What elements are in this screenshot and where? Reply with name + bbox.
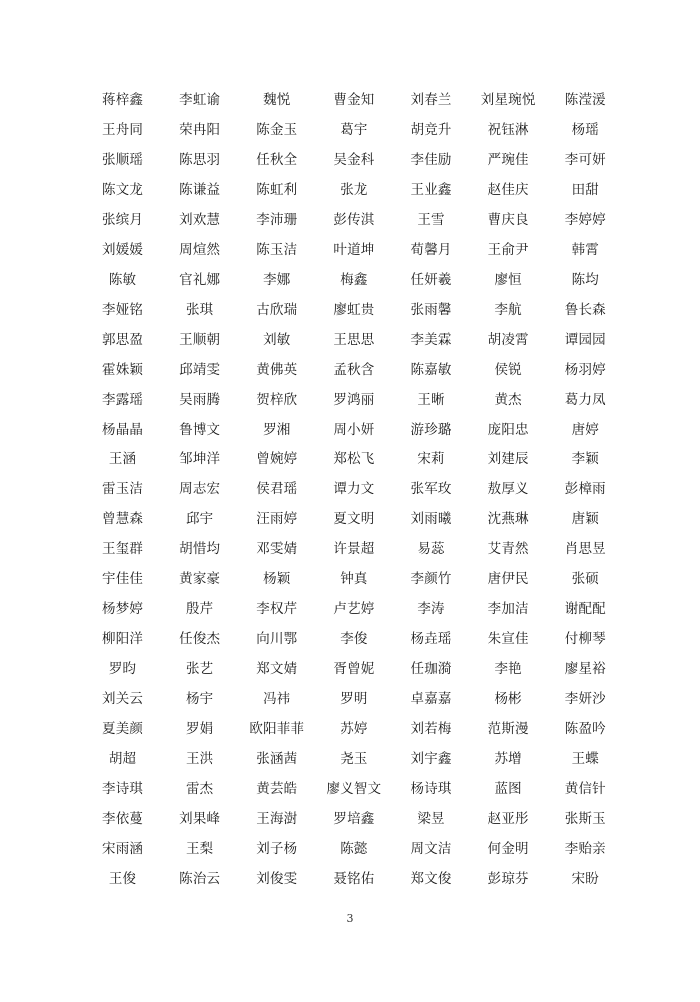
name-cell: 唐伊民 bbox=[487, 571, 529, 588]
name-cell: 王业鑫 bbox=[410, 182, 452, 199]
name-cell: 李依蔓 bbox=[102, 810, 144, 827]
name-cell: 夏美颜 bbox=[102, 720, 144, 737]
name-cell: 王玺群 bbox=[102, 541, 144, 558]
name-cell: 郑文婧 bbox=[256, 661, 298, 678]
name-cell: 郭思盈 bbox=[102, 331, 144, 348]
name-cell: 古欣瑞 bbox=[256, 301, 298, 318]
name-cell: 黄家豪 bbox=[179, 571, 221, 588]
name-cell: 黄信针 bbox=[564, 780, 606, 797]
name-cell: 李婷婷 bbox=[564, 211, 606, 228]
name-cell: 胡惜均 bbox=[179, 541, 221, 558]
name-cell: 廖虹贵 bbox=[333, 301, 375, 318]
name-cell: 孟秋含 bbox=[333, 361, 375, 378]
name-cell: 王洪 bbox=[185, 750, 214, 767]
name-cell: 唐婷 bbox=[571, 421, 600, 438]
name-cell: 卢艺婷 bbox=[333, 601, 375, 618]
name-cell: 周文洁 bbox=[410, 840, 452, 857]
name-cell: 陈盈吟 bbox=[564, 720, 606, 737]
name-cell: 卓嘉嘉 bbox=[410, 690, 452, 707]
name-cell: 苏婷 bbox=[340, 720, 368, 737]
name-cell: 周煊然 bbox=[179, 241, 221, 258]
name-cell: 李颖 bbox=[571, 451, 600, 468]
name-cell: 柳阳洋 bbox=[102, 631, 144, 648]
name-cell: 刘俊雯 bbox=[256, 870, 298, 887]
name-cell: 苏增 bbox=[494, 750, 522, 767]
name-cell: 李美霖 bbox=[410, 331, 452, 348]
name-cell: 谭园园 bbox=[564, 331, 606, 348]
name-cell: 李沛珊 bbox=[256, 211, 298, 228]
name-cell: 杨诗琪 bbox=[410, 780, 452, 797]
name-cell: 刘果峰 bbox=[179, 810, 221, 827]
name-cell: 胡超 bbox=[108, 750, 137, 767]
name-cell: 陈谦益 bbox=[179, 182, 221, 199]
name-cell: 叶道坤 bbox=[333, 241, 375, 258]
name-cell: 王舟同 bbox=[102, 122, 144, 139]
name-cell: 陈滢湲 bbox=[564, 92, 606, 109]
name-cell: 李颜竹 bbox=[410, 571, 452, 588]
name-cell: 邱靖雯 bbox=[179, 361, 221, 378]
name-cell: 王俊 bbox=[108, 870, 137, 887]
name-cell: 陈治云 bbox=[179, 870, 221, 887]
name-cell: 严琬佳 bbox=[487, 152, 529, 169]
name-cell: 周志宏 bbox=[179, 481, 221, 498]
name-cell: 聂铭佑 bbox=[333, 870, 375, 887]
name-cell: 魏悦 bbox=[263, 92, 291, 109]
name-cell: 张军玫 bbox=[410, 481, 452, 498]
name-cell: 刘关云 bbox=[102, 690, 144, 707]
name-cell: 陈嘉敏 bbox=[410, 361, 452, 378]
name-cell: 张硕 bbox=[571, 571, 600, 588]
name-cell: 钟真 bbox=[340, 571, 368, 588]
name-cell: 敖厚义 bbox=[487, 481, 529, 498]
name-cell: 刘若梅 bbox=[410, 720, 452, 737]
name-cell: 刘星琬悦 bbox=[480, 92, 536, 109]
name-cell: 刘子杨 bbox=[256, 840, 298, 857]
name-cell: 罗鸿丽 bbox=[333, 391, 375, 408]
name-cell: 胥曾妮 bbox=[333, 661, 375, 678]
name-cell: 李航 bbox=[494, 301, 522, 318]
name-cell: 张顺瑶 bbox=[102, 152, 144, 169]
name-cell: 杨晶晶 bbox=[102, 421, 144, 438]
name-cell: 周小妍 bbox=[333, 421, 375, 438]
name-cell: 殷芹 bbox=[185, 601, 214, 618]
name-cell: 杨宇 bbox=[185, 690, 214, 707]
name-cell: 祝钰淋 bbox=[487, 122, 529, 139]
name-cell: 任珈漪 bbox=[410, 661, 452, 678]
name-cell: 张龙 bbox=[340, 182, 368, 199]
name-cell: 侯锐 bbox=[494, 361, 522, 378]
name-cell: 付柳琴 bbox=[564, 631, 606, 648]
name-cell: 李妍沙 bbox=[564, 690, 606, 707]
name-cell: 罗湘 bbox=[263, 421, 291, 438]
name-cell: 游珍璐 bbox=[410, 421, 452, 438]
name-cell: 彭传淇 bbox=[333, 211, 375, 228]
name-cell: 曹庆良 bbox=[487, 211, 529, 228]
name-cell: 曾婉婷 bbox=[256, 451, 298, 468]
name-cell: 杨瑶 bbox=[571, 122, 600, 139]
name-cell: 霍姝颖 bbox=[102, 361, 144, 378]
name-cell: 李艳 bbox=[494, 661, 522, 678]
name-cell: 王海澍 bbox=[256, 810, 298, 827]
name-cell: 贺梓欣 bbox=[256, 391, 298, 408]
name-cell: 王晰 bbox=[417, 391, 445, 408]
name-cell: 刘建辰 bbox=[487, 451, 529, 468]
name-cell: 杨垚瑶 bbox=[410, 631, 452, 648]
name-cell: 朱宣佳 bbox=[487, 631, 529, 648]
name-cell: 杨颖 bbox=[263, 571, 291, 588]
name-cell: 张缤月 bbox=[102, 211, 144, 228]
name-cell: 廖义智文 bbox=[326, 780, 382, 797]
name-cell: 刘欢慧 bbox=[179, 211, 221, 228]
name-cell: 欧阳菲菲 bbox=[249, 720, 305, 737]
name-cell: 肖思昱 bbox=[564, 541, 606, 558]
name-cell: 田甜 bbox=[571, 182, 600, 199]
name-cell: 沈燕琳 bbox=[487, 511, 529, 528]
name-cell: 罗明 bbox=[340, 690, 368, 707]
name-cell: 王顺朝 bbox=[179, 331, 221, 348]
name-cell: 许景超 bbox=[333, 541, 375, 558]
name-cell: 唐颖 bbox=[571, 511, 600, 528]
name-cell: 吴金科 bbox=[333, 152, 375, 169]
name-cell: 雷杰 bbox=[185, 780, 214, 797]
name-cell: 张斯玉 bbox=[564, 810, 606, 827]
name-cell: 罗娟 bbox=[185, 720, 214, 737]
name-cell: 胡竞升 bbox=[410, 122, 452, 139]
name-cell: 荀馨月 bbox=[410, 241, 452, 258]
name-cell: 汪雨婷 bbox=[256, 511, 298, 528]
name-cell: 刘春兰 bbox=[410, 92, 452, 109]
name-cell: 邓雯婧 bbox=[256, 541, 298, 558]
name-cell: 陈思羽 bbox=[179, 152, 221, 169]
name-cell: 陈均 bbox=[571, 271, 600, 288]
name-cell: 向川鄂 bbox=[256, 631, 298, 648]
name-cell: 李权芹 bbox=[256, 601, 298, 618]
name-cell: 彭琼芬 bbox=[487, 870, 529, 887]
name-cell: 易蕊 bbox=[417, 541, 445, 558]
name-cell: 宋雨涵 bbox=[102, 840, 144, 857]
name-cell: 张艺 bbox=[185, 661, 214, 678]
name-cell: 宋莉 bbox=[417, 451, 445, 468]
name-cell: 陈敏 bbox=[108, 271, 137, 288]
name-cell: 陈懿 bbox=[340, 840, 368, 857]
name-cell: 张琪 bbox=[185, 301, 214, 318]
name-cell: 梁昱 bbox=[417, 810, 445, 827]
name-cell: 葛宇 bbox=[340, 122, 368, 139]
name-list-grid bbox=[84, 86, 624, 894]
name-cell: 李露瑶 bbox=[102, 391, 144, 408]
name-cell: 官礼娜 bbox=[179, 271, 221, 288]
name-cell: 张雨馨 bbox=[410, 301, 452, 318]
name-cell: 刘宇鑫 bbox=[410, 750, 452, 767]
name-cell: 王俞尹 bbox=[487, 241, 529, 258]
name-cell: 彭樟雨 bbox=[564, 481, 606, 498]
name-cell: 韩霄 bbox=[571, 241, 600, 258]
name-cell: 黄杰 bbox=[494, 391, 522, 408]
name-cell: 李俊 bbox=[340, 631, 368, 648]
name-cell: 陈文龙 bbox=[102, 182, 144, 199]
name-cell: 邹坤洋 bbox=[179, 451, 221, 468]
name-cell: 刘媛媛 bbox=[102, 241, 144, 258]
name-cell: 张涵茜 bbox=[256, 750, 298, 767]
name-cell: 雷玉洁 bbox=[102, 481, 144, 498]
name-cell: 李诗琪 bbox=[102, 780, 144, 797]
name-cell: 赵佳庆 bbox=[487, 182, 529, 199]
name-cell: 艾青然 bbox=[487, 541, 529, 558]
name-cell: 葛力凤 bbox=[564, 391, 606, 408]
name-cell: 杨彬 bbox=[494, 690, 522, 707]
name-cell: 任俊杰 bbox=[179, 631, 221, 648]
name-cell: 宇佳佳 bbox=[102, 571, 144, 588]
name-cell: 邱宇 bbox=[185, 511, 214, 528]
name-cell: 李涛 bbox=[417, 601, 445, 618]
name-cell: 侯君瑶 bbox=[256, 481, 298, 498]
name-cell: 王涵 bbox=[108, 451, 137, 468]
name-cell: 鲁博文 bbox=[179, 421, 221, 438]
name-cell: 梅鑫 bbox=[340, 271, 368, 288]
name-cell: 胡凌霄 bbox=[487, 331, 529, 348]
name-cell: 黄佛英 bbox=[256, 361, 298, 378]
name-cell: 谢配配 bbox=[564, 601, 606, 618]
name-cell: 李加洁 bbox=[487, 601, 529, 618]
name-cell: 李虹谕 bbox=[179, 92, 221, 109]
name-cell: 尧玉 bbox=[340, 750, 368, 767]
name-cell: 李娜 bbox=[263, 271, 291, 288]
name-cell: 李娅铭 bbox=[102, 301, 144, 318]
name-cell: 夏文明 bbox=[333, 511, 375, 528]
name-cell: 荣冉阳 bbox=[179, 122, 221, 139]
page-number: 3 bbox=[346, 912, 354, 925]
name-cell: 吴雨腾 bbox=[179, 391, 221, 408]
name-cell: 廖星裕 bbox=[564, 661, 606, 678]
name-cell: 王梨 bbox=[185, 840, 214, 857]
name-cell: 罗昀 bbox=[108, 661, 137, 678]
name-cell: 刘敏 bbox=[263, 331, 291, 348]
name-cell: 任妍羲 bbox=[410, 271, 452, 288]
name-cell: 范斯漫 bbox=[487, 720, 529, 737]
name-cell: 蓝图 bbox=[494, 780, 522, 797]
name-cell: 黄芸皓 bbox=[256, 780, 298, 797]
name-cell: 鲁长森 bbox=[564, 301, 606, 318]
name-cell: 李贻亲 bbox=[564, 840, 606, 857]
name-cell: 廖恒 bbox=[494, 271, 522, 288]
name-cell: 谭力文 bbox=[333, 481, 375, 498]
name-cell: 蒋梓鑫 bbox=[102, 92, 144, 109]
name-cell: 曹金知 bbox=[333, 92, 375, 109]
name-cell: 赵亚彤 bbox=[487, 810, 529, 827]
name-cell: 李可妍 bbox=[564, 152, 606, 169]
name-cell: 罗培鑫 bbox=[333, 810, 375, 827]
name-cell: 庞阳忠 bbox=[487, 421, 529, 438]
name-cell: 曾慧森 bbox=[102, 511, 144, 528]
name-cell: 何金明 bbox=[487, 840, 529, 857]
name-cell: 冯祎 bbox=[263, 690, 291, 707]
name-cell: 郑文俊 bbox=[410, 870, 452, 887]
name-cell: 王雪 bbox=[417, 211, 445, 228]
name-cell: 郑松飞 bbox=[333, 451, 375, 468]
name-cell: 任秋全 bbox=[256, 152, 298, 169]
name-cell: 王思思 bbox=[333, 331, 375, 348]
name-cell: 杨梦婷 bbox=[102, 601, 144, 618]
name-cell: 陈玉洁 bbox=[256, 241, 298, 258]
name-cell: 陈虹利 bbox=[256, 182, 298, 199]
name-cell: 陈金玉 bbox=[256, 122, 298, 139]
name-cell: 宋盼 bbox=[571, 870, 600, 887]
name-cell: 王蝶 bbox=[571, 750, 600, 767]
name-cell: 李佳励 bbox=[410, 152, 452, 169]
name-cell: 杨羽婷 bbox=[564, 361, 606, 378]
name-cell: 刘雨曦 bbox=[410, 511, 452, 528]
